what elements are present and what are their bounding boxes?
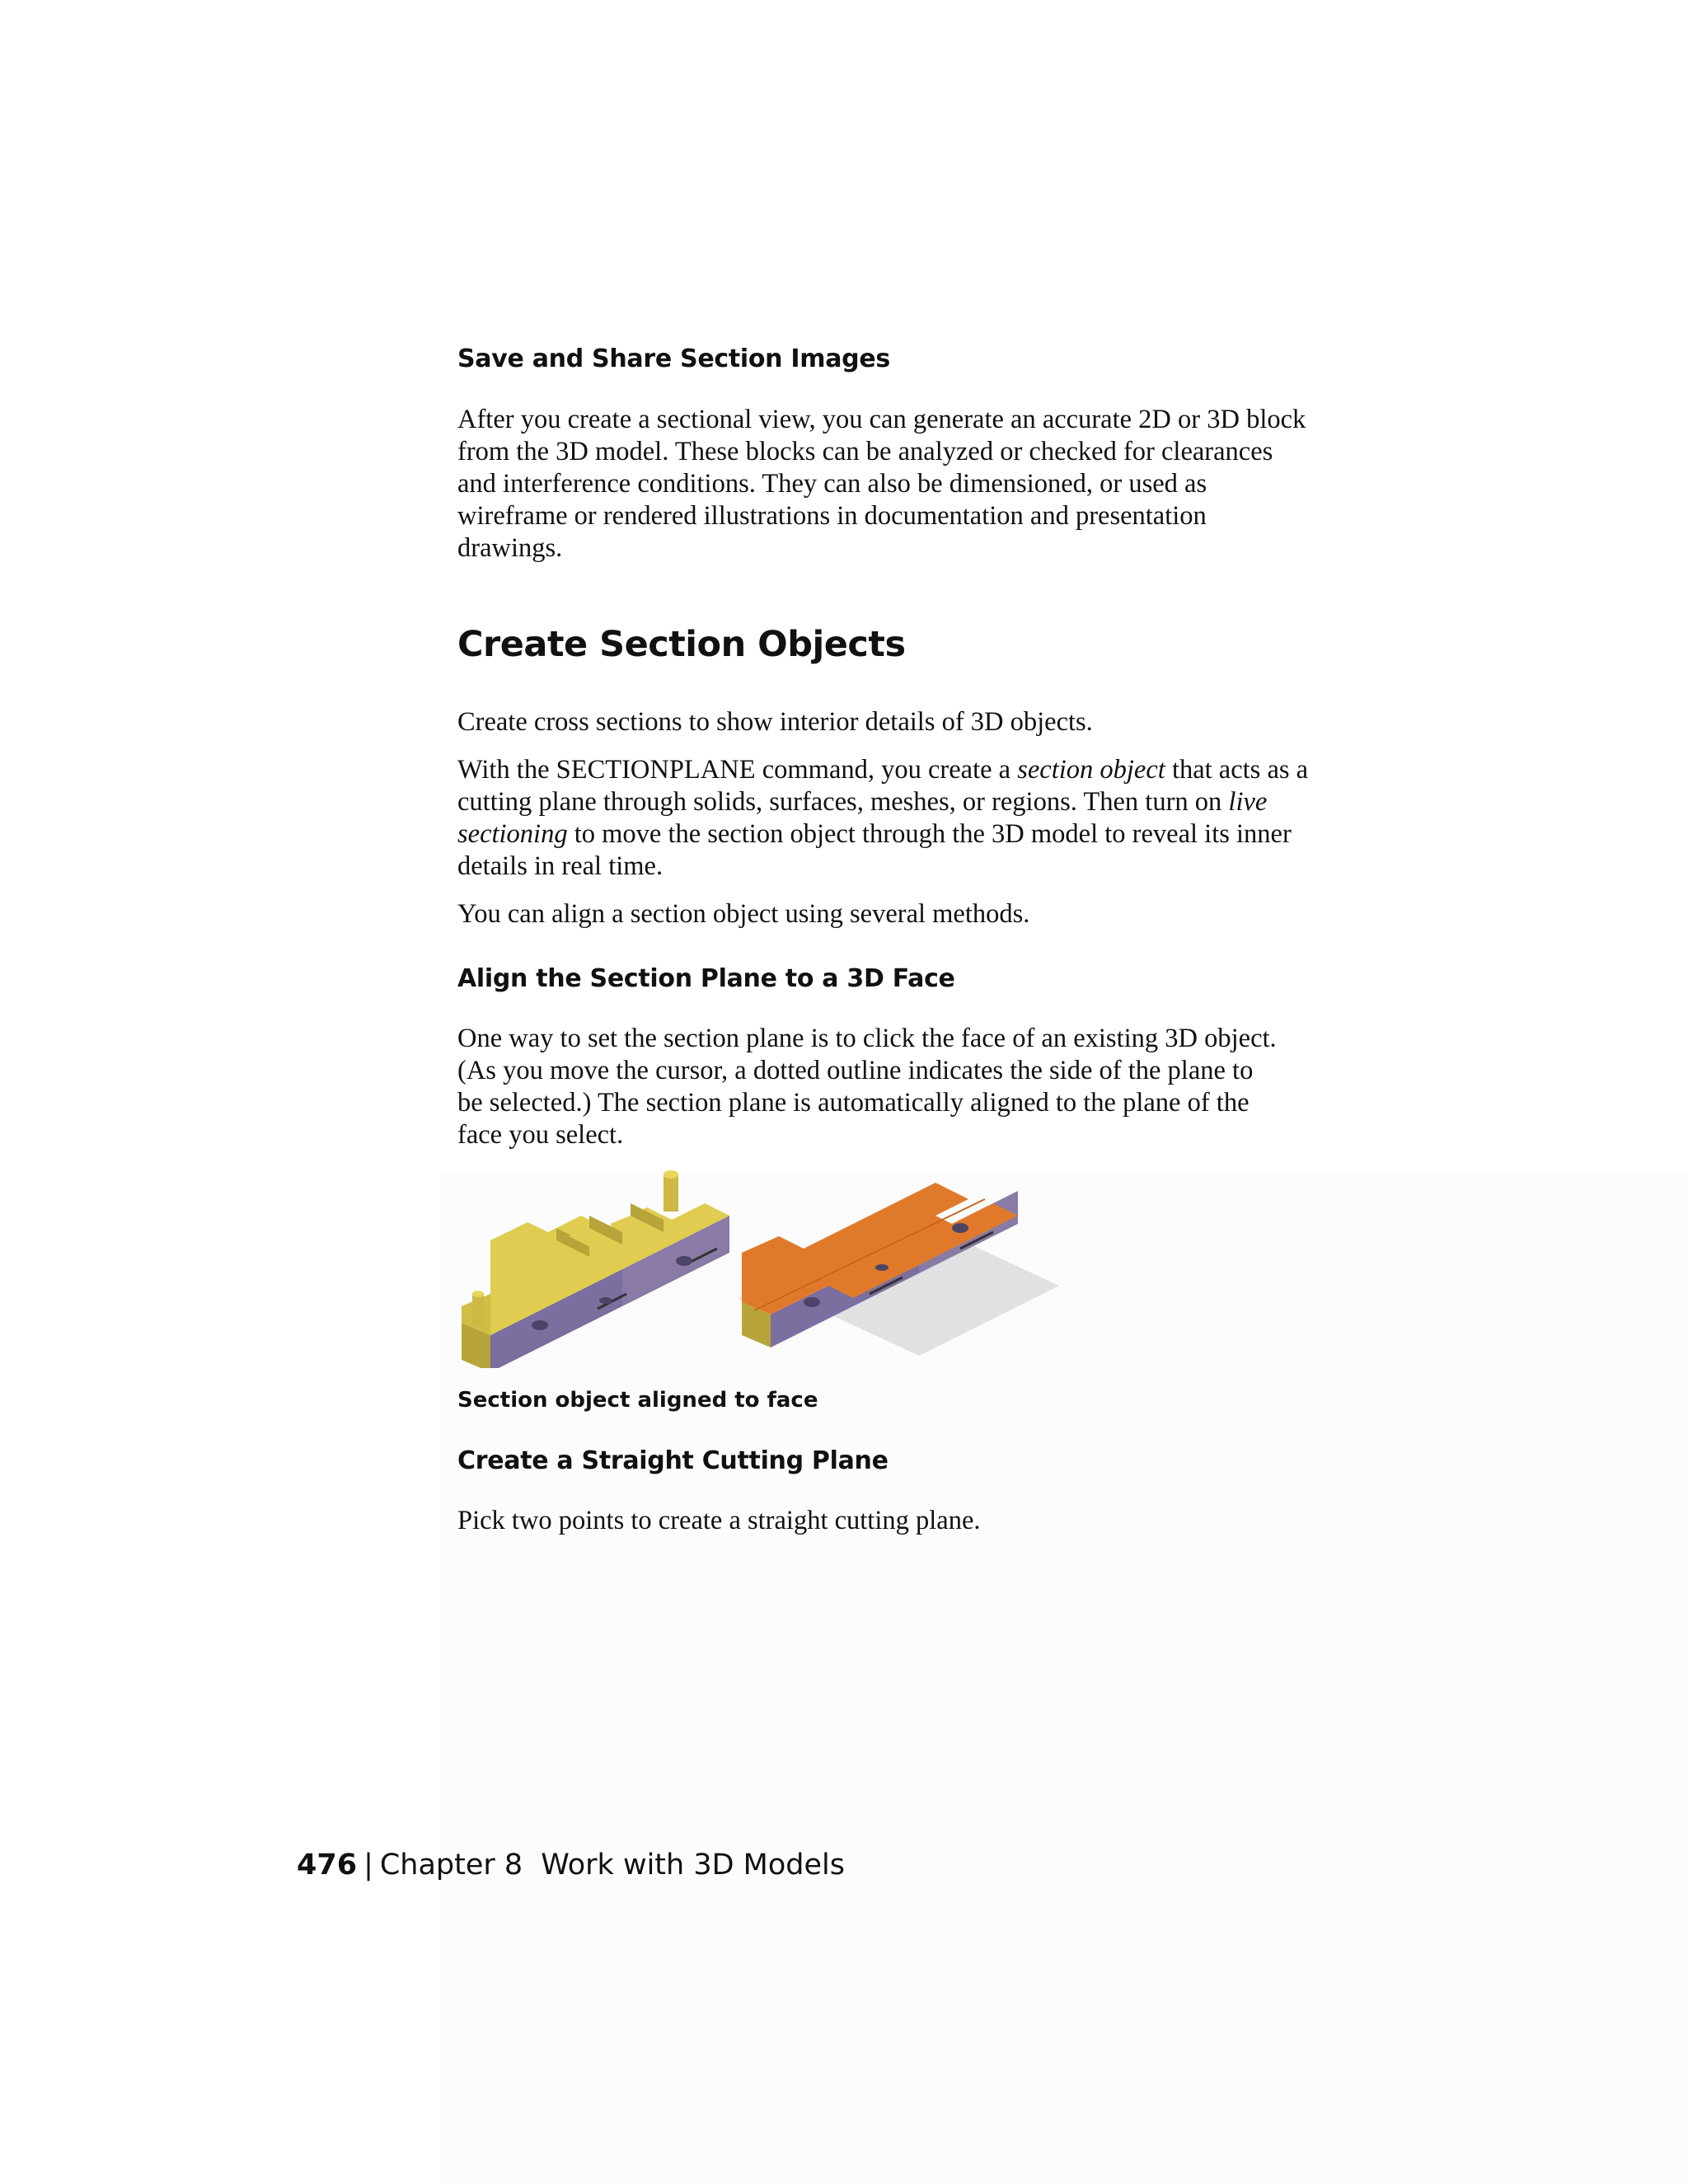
create-para-line-3 [457,818,1292,851]
heading-create-section-objects: Create Section Objects [457,624,906,665]
create-para-line-2 [457,786,1267,818]
term-sectioning: sectioning [457,819,568,849]
align-para-line-3: be selected.) The section plane is automatically aligned to the plane of the [457,1088,1250,1118]
save-para-line-5: drawings. [457,533,563,563]
align-para-line-4: face you select. [457,1120,624,1150]
text-run: that acts as a [1165,755,1309,785]
save-para-line-4: wireframe or rendered illustrations in documentation and presentation [457,501,1207,531]
page-footer [297,1849,845,1882]
align-para-line-2: (As you move the cursor, a dotted outline indicates the side of the plane to [457,1056,1254,1085]
section-figure-illustration [457,1170,1076,1368]
create-para-line-1 [457,754,1308,786]
text-run: With the SECTIONPLANE command, you create a [457,755,1018,785]
term-section-object: section object [1017,755,1165,785]
heading-straight-plane: Create a Straight Cutting Plane [457,1446,889,1475]
term-live: live [1228,787,1268,817]
section-model [738,1183,1059,1356]
chapter-label: Chapter 8 [379,1849,523,1882]
text-run: cutting plane through solids, surfaces, meshes, or regions. Then turn on [457,787,1229,817]
heading-align-plane: Align the Section Plane to a 3D Face [457,964,955,993]
heading-save-share: Save and Share Section Images [457,344,890,373]
save-para-line-1: After you create a sectional view, you can generate an accurate 2D or 3D block [457,405,1306,434]
save-para-line-3: and interference conditions. They can also be dimensioned, or used as [457,469,1207,499]
save-para-line-2: from the 3D model. These blocks can be analyzed or checked for clearances [457,437,1273,466]
create-para-line-4: details in real time. [457,851,663,881]
align-para-line-1: One way to set the section plane is to click the face of an existing 3D object. [457,1024,1277,1053]
page-number: 476 [297,1849,358,1882]
footer-separator: | [363,1849,373,1882]
section-figure [457,1170,1076,1368]
text-run: to move the section object through the 3D model to reveal its inner [567,819,1292,849]
figure-caption: Section object aligned to face [457,1388,818,1413]
chapter-title: Work with 3D Models [541,1849,845,1882]
gold-model [462,1170,729,1368]
straight-para: Pick two points to create a straight cutting plane. [457,1506,981,1535]
create-para-methods: You can align a section object using several methods. [457,899,1030,929]
create-intro: Create cross sections to show interior details of 3D objects. [457,707,1093,737]
